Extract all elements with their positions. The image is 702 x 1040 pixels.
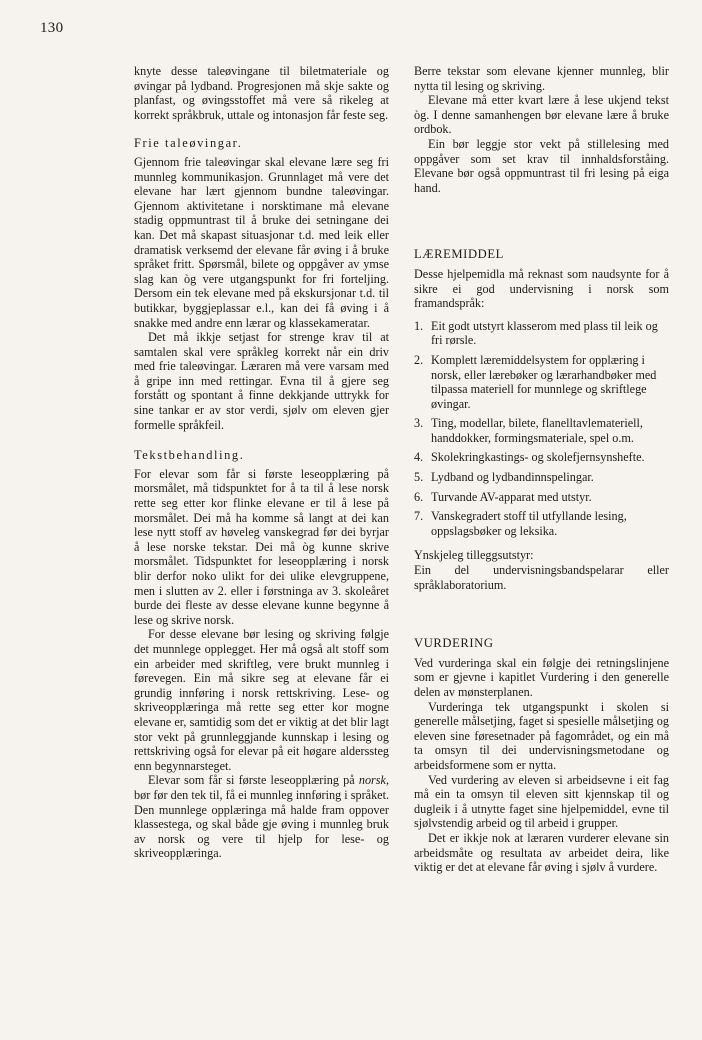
- text-handling-p3-start: Elevar som får si første leseopplæring på: [148, 773, 359, 788]
- assessment-paragraph-1: Ved vurderinga skal ein følgje dei retningslinjene som er gjevne i kapitlet Vurdering i den generelle delen av mønsterplanen.: [414, 655, 669, 699]
- list-item-number: 7.: [414, 509, 424, 524]
- text-handling-heading: Tekstbehandling.: [134, 448, 245, 463]
- list-item-text: Lydband og lydbandinnspelingar.: [431, 470, 594, 485]
- list-item: [414, 416, 669, 445]
- text-handling-paragraph-2: For desse elevane bør lesing og skriving følgje det munnlege opplegget. Her må også alt stoff som ein arbeider med skriftleg, vere brukt munnleg i førevegen. Ein må sikre seg at elevane får ei grundig innføring i norsk rettskriving. Lese- og skriveopplæringa må rette seg etter kor mogne elevane er, samtidig som det er viktig at det blir lagt stor vekt på grunnleggjande kunnskap i lesing og rettskriving også for elevar på eit høgare alderssteg enn begynnarsteget.: [134, 627, 389, 773]
- assessment-paragraph-2: Vurderinga tek utgangspunkt i skolen si generelle målsetjing, faget si spesielle målsetjing og eleven sine føresetnader på fagområdet, og ein må ta omsyn til dei undervisningsmetodane og arbeidsformene som er nytta.: [414, 699, 669, 772]
- materials-list: [414, 319, 669, 539]
- free-speech-paragraph-2: Det må ikkje setjast for strenge krav til at samtalen skal vere språkleg korrekt når ein driv med frie taleøvingar. Læraren må vere varsam med å gripe inn med rettingar. Evna til å gjere seg forstått og spontant å finne dekkjande uttrykk for sine tankar er av stor verdi, sjølv om eleven gjer formelle språkfeil.: [134, 330, 389, 432]
- optional-equipment-heading: Ynskjeleg tilleggsutstyr:: [414, 548, 534, 563]
- reading-paragraph-3: Ein bør leggje stor vekt på stillelesing med oppgåver som set krav til innhaldsforståing. Elevane bør også oppmuntrast til fri lesing på eiga hand.: [414, 136, 669, 195]
- list-item-text: Ting, modellar, bilete, flanelltavlemateriell, handdokker, formingsmateriale, spel o.m.: [431, 416, 643, 445]
- list-item-number: 6.: [414, 489, 424, 504]
- optional-equipment-text: Ein del undervisningsbandspelarar eller språklaboratorium.: [414, 563, 669, 592]
- intro-paragraph: knyte desse taleøvingane til biletmateriale og øvingar på lydband. Progresjonen må skje sakte og planfast, og øvingsstoffet må vere så rikeleg at korrekt språkbruk, uttale og intonasjon får feste seg.: [134, 64, 389, 122]
- list-item-number: 1.: [414, 318, 424, 333]
- free-speech-heading: Frie taleøvingar.: [134, 136, 243, 151]
- right-column: [414, 64, 669, 875]
- text-handling-paragraph-1: For elevar som får si første leseopplæring på morsmålet, må tidspunktet for å ta til å lese norsk rette seg etter kor flinke elevane er til å lese på morsmålet. Dei må ha komme så langt at dei kan lese nytt stoff av høveleg vanskegrad før dei byrjar å lese norske tekstar. Dei må òg kunne skrive morsmålet. Tidspunktet for leseopplæring i norsk blir derfor noko ulikt for dei ulike elevgruppene, men i slutten av 2. eller i førstninga av 3. skoleåret burde dei fleste av desse elevane kunne begynne å lese og skrive norsk.: [134, 466, 389, 627]
- text-handling-p3-italic: norsk,: [358, 773, 389, 788]
- reading-paragraph-2: Elevane må etter kvart lære å lese ukjend tekst òg. I denne samanhengen bør elevane lære å bruke ordbok.: [414, 93, 669, 137]
- list-item-text: Skolekringkastings- og skolefjernsynshefte.: [431, 450, 645, 465]
- list-item: [414, 470, 669, 485]
- list-item: [414, 353, 669, 411]
- assessment-heading: VURDERING: [414, 636, 494, 651]
- materials-heading: LÆREMIDDEL: [414, 247, 504, 262]
- list-item-number: 3.: [414, 416, 424, 431]
- materials-intro: Desse hjelpemidla må reknast som naudsynte for å sikre ei god undervisning i norsk som framandspråk:: [414, 266, 669, 311]
- text-handling-paragraph-3: [134, 773, 389, 861]
- text-handling-p3-end: bør før den tek til, få ei munnleg innføring i språket. Den munnlege opplæringa må halde fram oppover klassestega, og skal både gje øving i munnleg bruk av norsk og vere til hjelp for lese- og skriveopplæringa.: [134, 787, 389, 861]
- free-speech-paragraph-1: Gjennom frie taleøvingar skal elevane lære seg fri munnleg kommunikasjon. Grunnlaget må vere det elevane har lært gjennom bundne taleøvingar. Gjennom aktivitetane i norsktimane må elevane stadig oppmuntrast til å bruke dei setningane dei kan. Det må skapast situasjonar t.d. med leik eller dramatisk verksemd der elevane får øving i å bruke språket fritt. Spørsmål, bilete og oppgåver av ymse slag kan òg vere utgangspunkt for fri forteljing. Dersom ein tek elevane med på ekskursjonar t.d. til butikkar, byggjeplassar e.l., kan dei få øving i å snakke med andre enn lærar og klassekameratar.: [134, 154, 389, 330]
- list-item-text: Turvande AV-apparat med utstyr.: [431, 489, 592, 504]
- list-item: [414, 490, 669, 505]
- list-item-text: Eit godt utstyrt klasserom med plass til leik og fri rørsle.: [431, 318, 658, 348]
- list-item: [414, 450, 669, 465]
- left-column: [134, 64, 389, 861]
- list-item-text: Vanskegradert stoff til utfyllande lesing, oppslagsbøker og leksika.: [431, 509, 627, 538]
- reading-paragraph-1: Berre tekstar som elevane kjenner munnleg, blir nytta til lesing og skriving.: [414, 64, 669, 93]
- page-number: 130: [40, 20, 64, 36]
- list-item: [414, 319, 669, 348]
- list-item-number: 4.: [414, 450, 424, 465]
- assessment-paragraph-4: Det er ikkje nok at læraren vurderer elevane sin arbeidsmåte og resultata av arbeidet deira, like viktig er det at elevane får øving i sjølv å vurdere.: [414, 830, 669, 875]
- list-item-text: Komplett læremiddelsystem for opplæring i norsk, eller lærebøker og lærarhandbøker med tilpassa materiell for munnlege og skriftlege øvingar.: [431, 352, 657, 411]
- list-item-number: 2.: [414, 352, 424, 367]
- assessment-paragraph-3: Ved vurdering av eleven si arbeidsevne i eit fag må ein ta omsyn til eleven sitt kjennskap til og dugleik i å utnytte faget sine hjelpemiddel, evne til sjølvstendig arbeid og til arbeid i grupper.: [414, 772, 669, 831]
- list-item: [414, 509, 669, 538]
- list-item-number: 5.: [414, 470, 424, 485]
